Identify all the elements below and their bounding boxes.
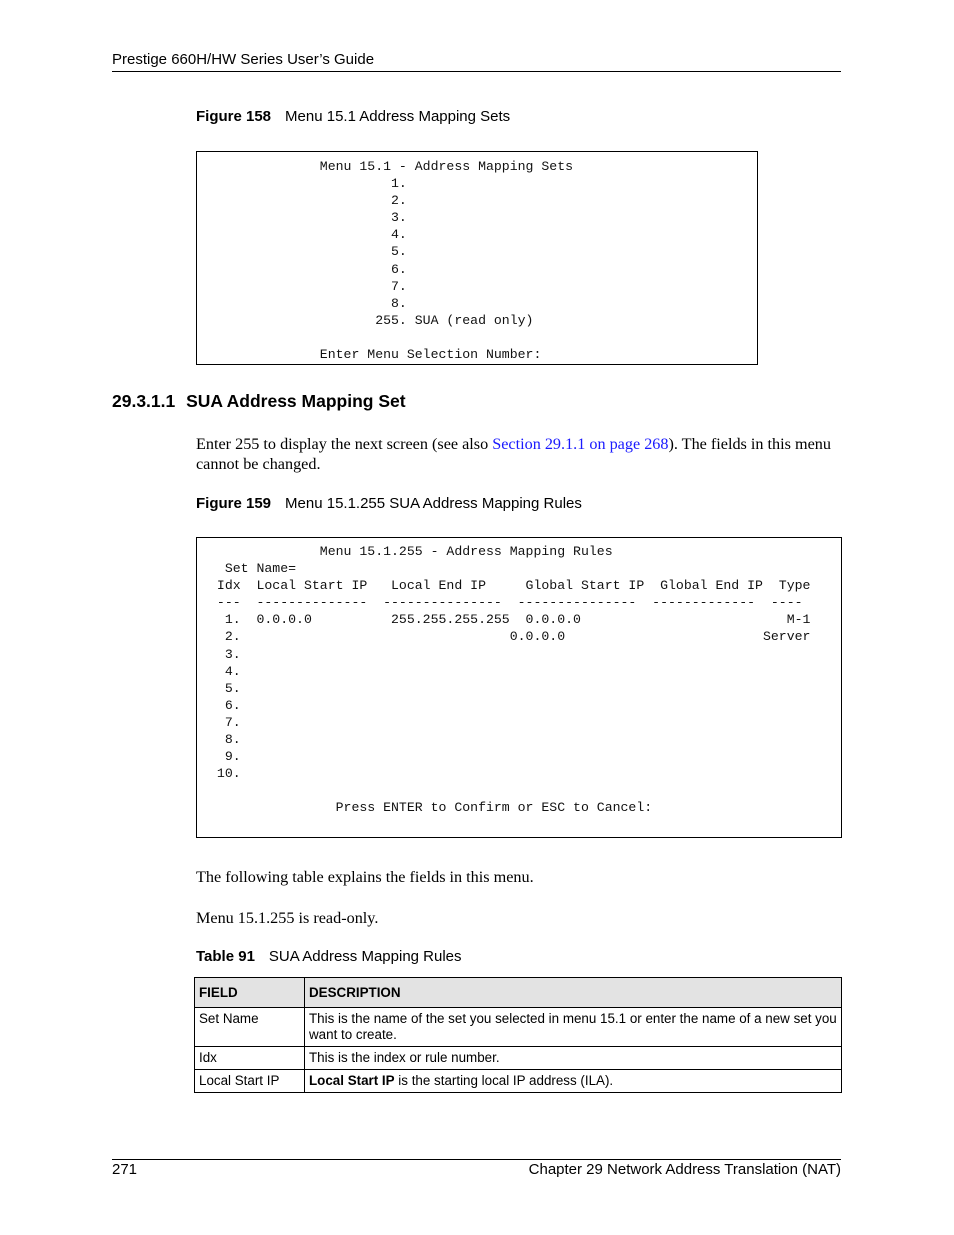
- sua-mapping-fields-table: [194, 977, 842, 1093]
- figure-159-caption: [196, 495, 582, 512]
- header-rule: [112, 71, 841, 72]
- table-91-caption: [196, 948, 462, 965]
- description-cell: [305, 1070, 842, 1093]
- read-only-paragraph: Menu 15.1.255 is read-only.: [196, 909, 379, 927]
- description-cell: This is the name of the set you selected in menu 15.1 or enter the name of a new set you want to create.: [305, 1008, 842, 1047]
- table-row: [195, 1070, 842, 1093]
- figure-158-caption: [196, 108, 510, 125]
- field-cell: Local Start IP: [195, 1070, 305, 1093]
- description-cell: This is the index or rule number.: [305, 1047, 842, 1070]
- description-bold-term: Local Start IP: [309, 1073, 395, 1088]
- section-heading: [112, 391, 406, 412]
- field-cell: Set Name: [195, 1008, 305, 1047]
- figure-159-label: Figure 159: [196, 495, 272, 512]
- table-header-row: [195, 978, 842, 1008]
- section-intro-paragraph: [196, 434, 841, 474]
- description-column-header: DESCRIPTION: [305, 978, 842, 1008]
- menu-15-1-screen-text: Menu 15.1 - Address Mapping Sets 1. 2. 3. 4. 5. 6. 7. 8. 255. SUA (read only) Enter Menu Selection Number:: [319, 159, 574, 363]
- section-29-1-1-link[interactable]: Section 29.1.1 on page 268: [492, 435, 669, 453]
- field-cell: Idx: [195, 1047, 305, 1070]
- footer-rule: [112, 1159, 841, 1160]
- figure-158-title: Menu 15.1 Address Mapping Sets: [285, 108, 511, 125]
- running-header: Prestige 660H/HW Series User’s Guide: [112, 51, 375, 68]
- figure-159-title: Menu 15.1.255 SUA Address Mapping Rules: [285, 495, 582, 512]
- section-title: SUA Address Mapping Set: [186, 391, 406, 411]
- table-row: [195, 1008, 842, 1047]
- figure-158-label: Figure 158: [196, 108, 272, 125]
- section-number: 29.3.1.1: [112, 391, 176, 411]
- menu-15-1-255-screen-text: Menu 15.1.255 - Address Mapping Rules Set Name= Idx Local Start IP Local End IP Global Start IP Global End IP Type --- -------------- --------------- --------------- ------------- ---- 1. 0.0.0.0 255.255.255.255 0.0.0.0 M-1 2. 0.0.0.0 Server 3. 4. 5. 6. 7. 8. 9. 10. Press ENTER to Confirm or ESC to Cancel:: [216, 544, 811, 816]
- table-intro-paragraph: The following table explains the fields in this menu.: [196, 868, 534, 886]
- intro-text-start: Enter 255 to display the next screen (see also: [196, 435, 493, 453]
- description-text: is the starting local IP address (ILA).: [394, 1073, 614, 1088]
- figure-159-screen: [196, 537, 842, 838]
- table-91-title: SUA Address Mapping Rules: [268, 948, 462, 965]
- table-row: [195, 1047, 842, 1070]
- intro-text-end: ). The fields in this menu cannot be changed.: [196, 435, 831, 473]
- chapter-title: Chapter 29 Network Address Translation (NAT): [528, 1161, 841, 1178]
- table-91-label: Table 91: [196, 948, 255, 965]
- page-number: 271: [112, 1161, 138, 1178]
- field-column-header: FIELD: [195, 978, 305, 1008]
- figure-158-screen: [196, 151, 758, 365]
